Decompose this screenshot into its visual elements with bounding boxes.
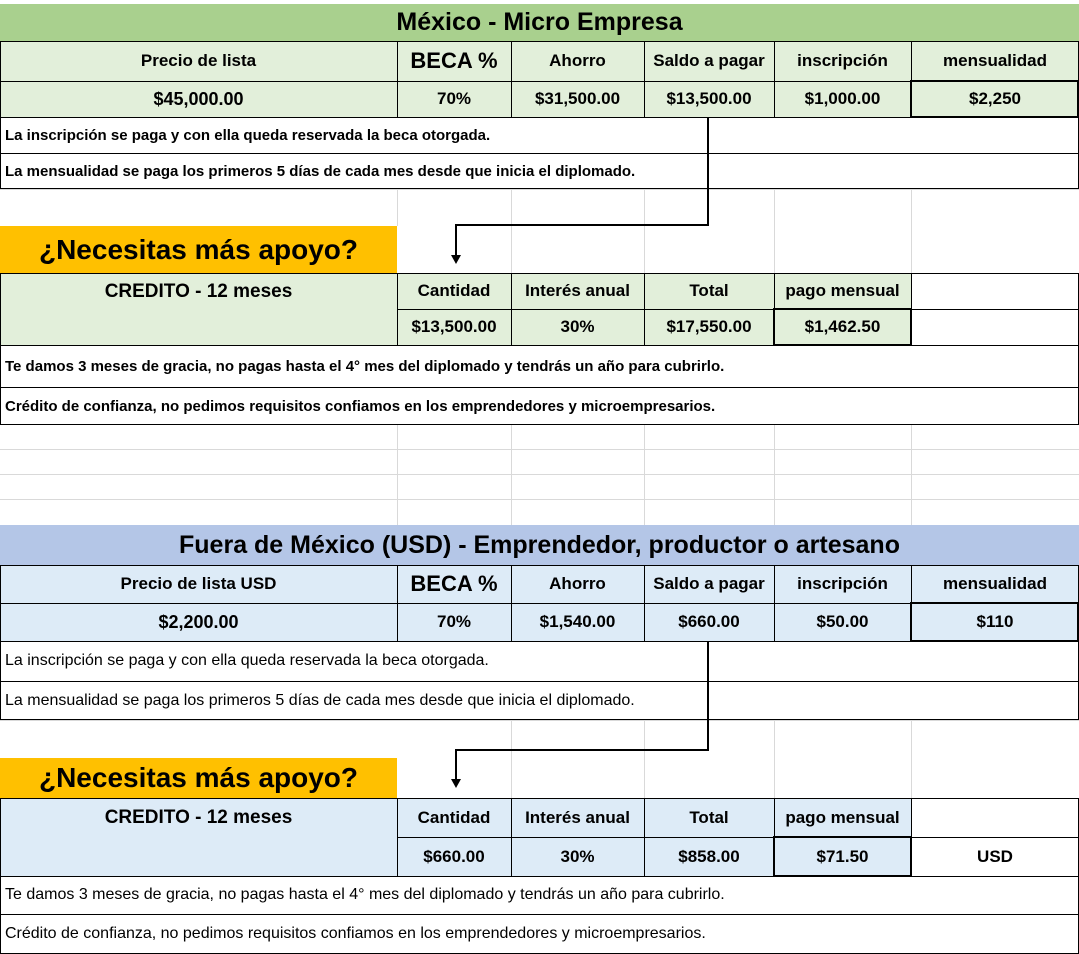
credit-value-interes: 30%	[511, 309, 644, 345]
border	[0, 565, 1, 720]
border	[511, 565, 512, 641]
header-mensualidad: mensualidad	[911, 41, 1079, 81]
value-beca: 70%	[397, 81, 511, 117]
border	[0, 273, 1, 425]
border	[0, 565, 1079, 566]
credit-value-cantidad: $13,500.00	[397, 309, 511, 345]
gridline	[0, 449, 1079, 450]
value-saldo: $660.00	[644, 603, 774, 641]
header-precio-lista-usd: Precio de lista USD	[0, 565, 397, 603]
value-mensualidad: $110	[911, 603, 1079, 641]
gridline	[911, 425, 912, 525]
border	[0, 387, 1079, 388]
credit-label: CREDITO - 12 meses	[0, 273, 397, 345]
note-gracia: Te damos 3 meses de gracia, no pagas hasta el 4° mes del diplomado y tendrás un año para cubrirlo.	[5, 886, 725, 903]
currency-label: USD	[977, 846, 1013, 866]
border	[397, 565, 398, 641]
header-ahorro: Ahorro	[511, 41, 644, 81]
border	[0, 798, 1, 954]
value-ahorro: $31,500.00	[511, 81, 644, 117]
support-title: ¿Necesitas más apoyo?	[0, 758, 397, 798]
gridline	[774, 189, 775, 273]
credit-header-pago: pago mensual	[774, 273, 911, 309]
gridline	[911, 189, 912, 273]
border	[644, 798, 645, 876]
value-inscripcion: $1,000.00	[774, 81, 911, 117]
border	[0, 273, 1079, 274]
gridline	[774, 425, 775, 525]
credit-header-total: Total	[644, 798, 774, 837]
gridline	[511, 425, 512, 525]
credit-header-cantidad: Cantidad	[397, 798, 511, 837]
gridline	[397, 425, 398, 525]
value-beca: 70%	[397, 603, 511, 641]
header-precio-lista: Precio de lista	[0, 41, 397, 81]
credit-header-interes: Interés anual	[511, 273, 644, 309]
header-saldo: Saldo a pagar	[644, 565, 774, 603]
border	[0, 603, 1079, 604]
gridline	[397, 189, 398, 226]
note-confianza: Crédito de confianza, no pedimos requisitos confiamos en los emprendedores y microempresarios.	[5, 397, 716, 415]
value-saldo: $13,500.00	[644, 81, 774, 117]
note-inscripcion: La inscripción se paga y con ella queda reservada la beca otorgada.	[5, 126, 491, 144]
note-inscripcion: La inscripción se paga y con ella queda reservada la beca otorgada.	[5, 652, 489, 669]
border	[644, 565, 645, 641]
border	[774, 41, 775, 117]
border	[0, 81, 1079, 82]
header-beca: BECA %	[397, 41, 511, 81]
border	[911, 41, 912, 117]
border	[911, 565, 912, 641]
credit-label: CREDITO - 12 meses	[0, 798, 397, 876]
border	[0, 424, 1079, 425]
credit-value-pago: $1,462.50	[774, 309, 911, 345]
credit-value-total: $858.00	[644, 837, 774, 876]
gridline	[911, 720, 912, 798]
border	[397, 273, 398, 345]
credit-header-pago: pago mensual	[774, 798, 911, 837]
value-ahorro: $1,540.00	[511, 603, 644, 641]
header-beca: BECA %	[397, 565, 511, 603]
border	[774, 273, 775, 345]
border	[0, 41, 1079, 42]
border	[644, 273, 645, 345]
border	[0, 798, 1079, 799]
header-saldo: Saldo a pagar	[644, 41, 774, 81]
mexico-title: México - Micro Empresa	[0, 4, 1079, 41]
foreign-title: Fuera de México (USD) - Emprendedor, productor o artesano	[0, 525, 1079, 565]
credit-value-total: $17,550.00	[644, 309, 774, 345]
border	[774, 565, 775, 641]
connector-arrow	[440, 117, 720, 267]
header-mensualidad: mensualidad	[911, 565, 1079, 603]
border	[0, 876, 1079, 877]
note-gracia: Te damos 3 meses de gracia, no pagas hasta el 4° mes del diplomado y tendrás un año para cubrirlo.	[5, 357, 725, 375]
header-inscripcion: inscripción	[774, 41, 911, 81]
border	[511, 798, 512, 876]
border	[774, 798, 775, 876]
gridline	[774, 720, 775, 798]
border	[0, 345, 1079, 346]
credit-header-total: Total	[644, 273, 774, 309]
border	[0, 41, 1, 189]
credit-header-interes: Interés anual	[511, 798, 644, 837]
gridline	[644, 425, 645, 525]
value-mensualidad: $2,250	[911, 81, 1079, 117]
header-ahorro: Ahorro	[511, 565, 644, 603]
note-mensualidad: La mensualidad se paga los primeros 5 días de cada mes desde que inicia el diplomado.	[5, 162, 636, 180]
border	[397, 41, 398, 117]
note-confianza: Crédito de confianza, no pedimos requisitos confiamos en los emprendedores y microempresarios.	[5, 925, 706, 942]
border	[644, 41, 645, 117]
gridline	[0, 474, 1079, 475]
credit-value-pago: $71.50	[774, 837, 911, 876]
value-precio-lista: $45,000.00	[0, 81, 397, 117]
gridline	[0, 499, 1079, 500]
credit-value-interes: 30%	[511, 837, 644, 876]
border	[0, 914, 1079, 915]
border	[397, 309, 1079, 310]
credit-value-cantidad: $660.00	[397, 837, 511, 876]
border	[911, 273, 912, 345]
value-precio-lista: $2,200.00	[0, 603, 397, 641]
header-inscripcion: inscripción	[774, 565, 911, 603]
border	[397, 798, 398, 876]
border	[911, 798, 912, 876]
border	[397, 837, 1079, 838]
note-mensualidad: La mensualidad se paga los primeros 5 días de cada mes desde que inicia el diplomado.	[5, 691, 635, 709]
support-title: ¿Necesitas más apoyo?	[0, 226, 397, 273]
border	[511, 41, 512, 117]
border	[511, 273, 512, 345]
value-inscripcion: $50.00	[774, 603, 911, 641]
connector-arrow	[440, 641, 720, 791]
credit-header-cantidad: Cantidad	[397, 273, 511, 309]
